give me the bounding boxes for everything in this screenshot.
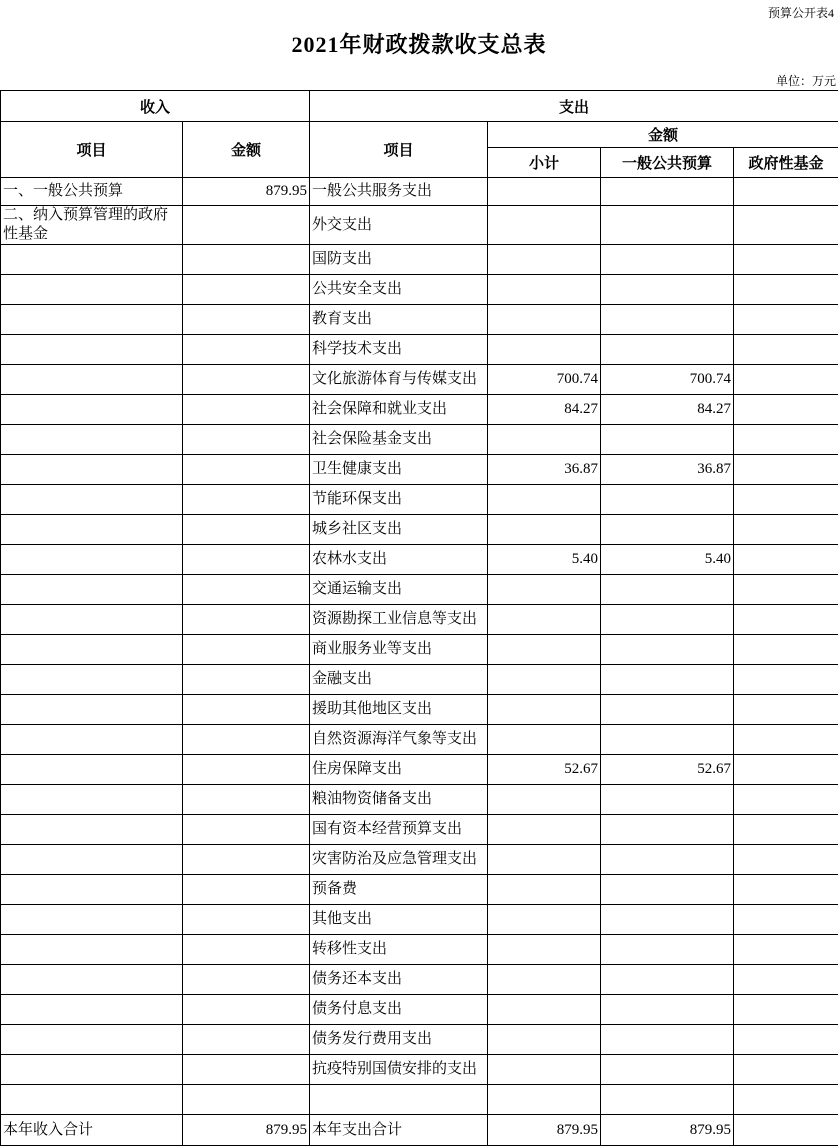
gov-fund-cell [734, 275, 838, 305]
table-row [1, 695, 838, 725]
income-item-cell [1, 785, 183, 815]
income-item-cell: 二、纳入预算管理的政府性基金 [1, 206, 183, 245]
subtotal-cell [488, 965, 601, 995]
subtotal-cell [488, 875, 601, 905]
general-budget-cell [601, 665, 734, 695]
income-item-cell [1, 575, 183, 605]
gov-fund-cell [734, 365, 838, 395]
income-item-cell [1, 1085, 183, 1115]
table-row [1, 1085, 838, 1115]
income-amount-cell [183, 995, 310, 1025]
subtotal-cell: 700.74 [488, 365, 601, 395]
expense-item-cell: 债务发行费用支出 [310, 1025, 488, 1055]
income-item-cell: 一、一般公共预算 [1, 178, 183, 206]
expense-item-cell: 抗疫特别国债安排的支出 [310, 1055, 488, 1085]
general-budget-cell [601, 905, 734, 935]
income-item-cell [1, 335, 183, 365]
general-budget-cell [601, 335, 734, 365]
general-budget-cell [601, 965, 734, 995]
expense-item-cell: 资源勘探工业信息等支出 [310, 605, 488, 635]
subtotal-cell [488, 425, 601, 455]
expense-item-cell: 教育支出 [310, 305, 488, 335]
income-item-cell [1, 845, 183, 875]
income-item-cell [1, 695, 183, 725]
income-amount-cell [183, 305, 310, 335]
income-item-cell [1, 635, 183, 665]
expense-item-cell: 预备费 [310, 875, 488, 905]
income-section-header: 收入 [1, 91, 310, 122]
subtotal-cell [488, 485, 601, 515]
income-item-cell [1, 365, 183, 395]
table-row [1, 605, 838, 635]
income-amount-cell [183, 665, 310, 695]
subtotal-cell: 5.40 [488, 545, 601, 575]
gov-fund-cell [734, 545, 838, 575]
expense-item-cell: 交通运输支出 [310, 575, 488, 605]
general-budget-cell: 52.67 [601, 755, 734, 785]
general-budget-cell [601, 305, 734, 335]
table-row [1, 845, 838, 875]
table-row [1, 875, 838, 905]
gov-fund-cell [734, 995, 838, 1025]
income-amount-cell [183, 515, 310, 545]
expense-item-cell: 灾害防治及应急管理支出 [310, 845, 488, 875]
expense-amount-header: 金额 [488, 122, 838, 148]
income-item-cell [1, 815, 183, 845]
table-row [1, 335, 838, 365]
table-row [1, 635, 838, 665]
subtotal-cell: 879.95 [488, 1115, 601, 1146]
general-budget-cell: 879.95 [601, 1115, 734, 1146]
general-budget-cell: 700.74 [601, 365, 734, 395]
income-amount-cell [183, 455, 310, 485]
income-item-cell [1, 935, 183, 965]
corner-label: 预算公开表4 [0, 0, 838, 20]
gov-fund-cell [734, 425, 838, 455]
gov-fund-cell [734, 605, 838, 635]
income-amount-cell [183, 815, 310, 845]
expense-item-cell: 粮油物资储备支出 [310, 785, 488, 815]
general-budget-cell [601, 635, 734, 665]
gov-fund-cell [734, 335, 838, 365]
income-item-header: 项目 [1, 122, 183, 178]
subtotal-cell [488, 815, 601, 845]
gov-fund-header: 政府性基金 [734, 148, 838, 178]
income-amount-cell [183, 755, 310, 785]
income-item-cell [1, 725, 183, 755]
table-row [1, 515, 838, 545]
table-row [1, 815, 838, 845]
header-row-columns [1, 122, 838, 148]
expense-item-cell: 国有资本经营预算支出 [310, 815, 488, 845]
income-amount-cell [183, 365, 310, 395]
income-item-cell: 本年收入合计 [1, 1115, 183, 1146]
income-amount-cell [183, 965, 310, 995]
income-amount-cell [183, 785, 310, 815]
general-budget-cell [601, 245, 734, 275]
income-item-cell [1, 305, 183, 335]
gov-fund-cell [734, 485, 838, 515]
subtotal-cell [488, 1055, 601, 1085]
expense-item-cell: 科学技术支出 [310, 335, 488, 365]
income-amount-cell: 879.95 [183, 178, 310, 206]
income-amount-cell [183, 335, 310, 365]
expense-item-cell: 社会保障和就业支出 [310, 395, 488, 425]
table-row [1, 275, 838, 305]
income-item-cell [1, 965, 183, 995]
income-amount-cell [183, 485, 310, 515]
header-row-sections [1, 91, 838, 122]
expense-item-cell: 节能环保支出 [310, 485, 488, 515]
gov-fund-cell [734, 1025, 838, 1055]
expense-item-cell [310, 1085, 488, 1115]
subtotal-cell [488, 665, 601, 695]
general-budget-cell: 36.87 [601, 455, 734, 485]
table-row [1, 425, 838, 455]
subtotal-cell [488, 905, 601, 935]
subtotal-cell [488, 305, 601, 335]
general-budget-cell [601, 815, 734, 845]
table-row [1, 1055, 838, 1085]
income-amount-cell [183, 425, 310, 455]
general-budget-header: 一般公共预算 [601, 148, 734, 178]
subtotal-cell [488, 995, 601, 1025]
expense-item-cell: 转移性支出 [310, 935, 488, 965]
subtotal-cell [488, 206, 601, 245]
income-item-cell [1, 605, 183, 635]
income-item-cell [1, 1025, 183, 1055]
general-budget-cell [601, 425, 734, 455]
subtotal-cell: 52.67 [488, 755, 601, 785]
income-amount-cell [183, 605, 310, 635]
general-budget-cell [601, 178, 734, 206]
income-item-cell [1, 875, 183, 905]
general-budget-cell [601, 1085, 734, 1115]
general-budget-cell [601, 845, 734, 875]
subtotal-cell [488, 245, 601, 275]
income-item-cell [1, 395, 183, 425]
gov-fund-cell [734, 875, 838, 905]
subtotal-cell [488, 845, 601, 875]
income-amount-cell [183, 725, 310, 755]
expense-item-cell: 债务付息支出 [310, 995, 488, 1025]
expense-item-cell: 社会保险基金支出 [310, 425, 488, 455]
income-amount-cell [183, 875, 310, 905]
expense-item-cell: 一般公共服务支出 [310, 178, 488, 206]
expense-item-cell: 自然资源海洋气象等支出 [310, 725, 488, 755]
income-amount-cell [183, 1055, 310, 1085]
general-budget-cell [601, 1055, 734, 1085]
income-amount-cell [183, 845, 310, 875]
gov-fund-cell [734, 965, 838, 995]
subtotal-header: 小计 [488, 148, 601, 178]
subtotal-cell [488, 275, 601, 305]
subtotal-cell [488, 695, 601, 725]
income-amount-cell [183, 935, 310, 965]
table-row [1, 575, 838, 605]
income-item-cell [1, 545, 183, 575]
subtotal-cell [488, 178, 601, 206]
gov-fund-cell [734, 245, 838, 275]
table-row [1, 245, 838, 275]
income-amount-cell [183, 206, 310, 245]
table-header [1, 91, 838, 178]
general-budget-cell: 84.27 [601, 395, 734, 425]
general-budget-cell [601, 785, 734, 815]
expense-section-header: 支出 [310, 91, 838, 122]
expense-item-cell: 文化旅游体育与传媒支出 [310, 365, 488, 395]
subtotal-cell [488, 605, 601, 635]
table-row [1, 725, 838, 755]
income-item-cell [1, 665, 183, 695]
general-budget-cell: 5.40 [601, 545, 734, 575]
table-row [1, 545, 838, 575]
general-budget-cell [601, 1025, 734, 1055]
expense-item-cell: 本年支出合计 [310, 1115, 488, 1146]
gov-fund-cell [734, 905, 838, 935]
table-row [1, 905, 838, 935]
general-budget-cell [601, 515, 734, 545]
expense-item-cell: 国防支出 [310, 245, 488, 275]
gov-fund-cell [734, 725, 838, 755]
table-row [1, 1115, 838, 1146]
subtotal-cell [488, 1085, 601, 1115]
income-amount-cell [183, 1085, 310, 1115]
subtotal-cell [488, 515, 601, 545]
gov-fund-cell [734, 395, 838, 425]
income-amount-cell [183, 545, 310, 575]
income-amount-cell [183, 635, 310, 665]
expense-item-cell: 债务还本支出 [310, 965, 488, 995]
table-row [1, 785, 838, 815]
income-amount-cell [183, 245, 310, 275]
expense-item-header: 项目 [310, 122, 488, 178]
income-amount-cell [183, 905, 310, 935]
gov-fund-cell [734, 1085, 838, 1115]
income-amount-cell [183, 275, 310, 305]
general-budget-cell [601, 725, 734, 755]
income-item-cell [1, 275, 183, 305]
income-amount-cell: 879.95 [183, 1115, 310, 1146]
general-budget-cell [601, 935, 734, 965]
subtotal-cell [488, 785, 601, 815]
income-item-cell [1, 455, 183, 485]
gov-fund-cell [734, 815, 838, 845]
income-item-cell [1, 425, 183, 455]
gov-fund-cell [734, 305, 838, 335]
general-budget-cell [601, 695, 734, 725]
table-row [1, 485, 838, 515]
table-row [1, 755, 838, 785]
gov-fund-cell [734, 515, 838, 545]
expense-item-cell: 商业服务业等支出 [310, 635, 488, 665]
income-item-cell [1, 515, 183, 545]
income-amount-cell [183, 695, 310, 725]
table-row [1, 1025, 838, 1055]
subtotal-cell: 84.27 [488, 395, 601, 425]
expense-item-cell: 城乡社区支出 [310, 515, 488, 545]
subtotal-cell [488, 1025, 601, 1055]
table-row [1, 305, 838, 335]
table-row [1, 935, 838, 965]
expense-item-cell: 金融支出 [310, 665, 488, 695]
gov-fund-cell [734, 455, 838, 485]
gov-fund-cell [734, 635, 838, 665]
table-row [1, 965, 838, 995]
income-item-cell [1, 485, 183, 515]
budget-table [0, 90, 838, 1146]
income-amount-cell [183, 575, 310, 605]
subtotal-cell [488, 935, 601, 965]
income-amount-header: 金额 [183, 122, 310, 178]
expense-item-cell: 援助其他地区支出 [310, 695, 488, 725]
general-budget-cell [601, 605, 734, 635]
income-item-cell [1, 755, 183, 785]
general-budget-cell [601, 575, 734, 605]
table-body [1, 178, 838, 1146]
gov-fund-cell [734, 178, 838, 206]
table-row [1, 665, 838, 695]
table-row [1, 365, 838, 395]
subtotal-cell [488, 575, 601, 605]
expense-item-cell: 外交支出 [310, 206, 488, 245]
subtotal-cell [488, 725, 601, 755]
gov-fund-cell [734, 575, 838, 605]
general-budget-cell [601, 275, 734, 305]
subtotal-cell [488, 335, 601, 365]
table-row [1, 455, 838, 485]
gov-fund-cell [734, 695, 838, 725]
gov-fund-cell [734, 206, 838, 245]
income-item-cell [1, 995, 183, 1025]
table-row [1, 395, 838, 425]
expense-item-cell: 卫生健康支出 [310, 455, 488, 485]
gov-fund-cell [734, 1055, 838, 1085]
unit-label: 单位：万元 [0, 74, 838, 88]
expense-item-cell: 其他支出 [310, 905, 488, 935]
table-row [1, 995, 838, 1025]
page-title: 2021年财政拨款收支总表 [0, 32, 838, 58]
gov-fund-cell [734, 845, 838, 875]
general-budget-cell [601, 485, 734, 515]
subtotal-cell [488, 635, 601, 665]
gov-fund-cell [734, 785, 838, 815]
general-budget-cell [601, 995, 734, 1025]
general-budget-cell [601, 206, 734, 245]
income-amount-cell [183, 395, 310, 425]
income-item-cell [1, 245, 183, 275]
gov-fund-cell [734, 665, 838, 695]
gov-fund-cell [734, 935, 838, 965]
income-amount-cell [183, 1025, 310, 1055]
table-row [1, 178, 838, 206]
income-item-cell [1, 905, 183, 935]
income-item-cell [1, 1055, 183, 1085]
subtotal-cell: 36.87 [488, 455, 601, 485]
gov-fund-cell [734, 1115, 838, 1146]
table-row [1, 206, 838, 245]
expense-item-cell: 公共安全支出 [310, 275, 488, 305]
gov-fund-cell [734, 755, 838, 785]
expense-item-cell: 住房保障支出 [310, 755, 488, 785]
general-budget-cell [601, 875, 734, 905]
expense-item-cell: 农林水支出 [310, 545, 488, 575]
